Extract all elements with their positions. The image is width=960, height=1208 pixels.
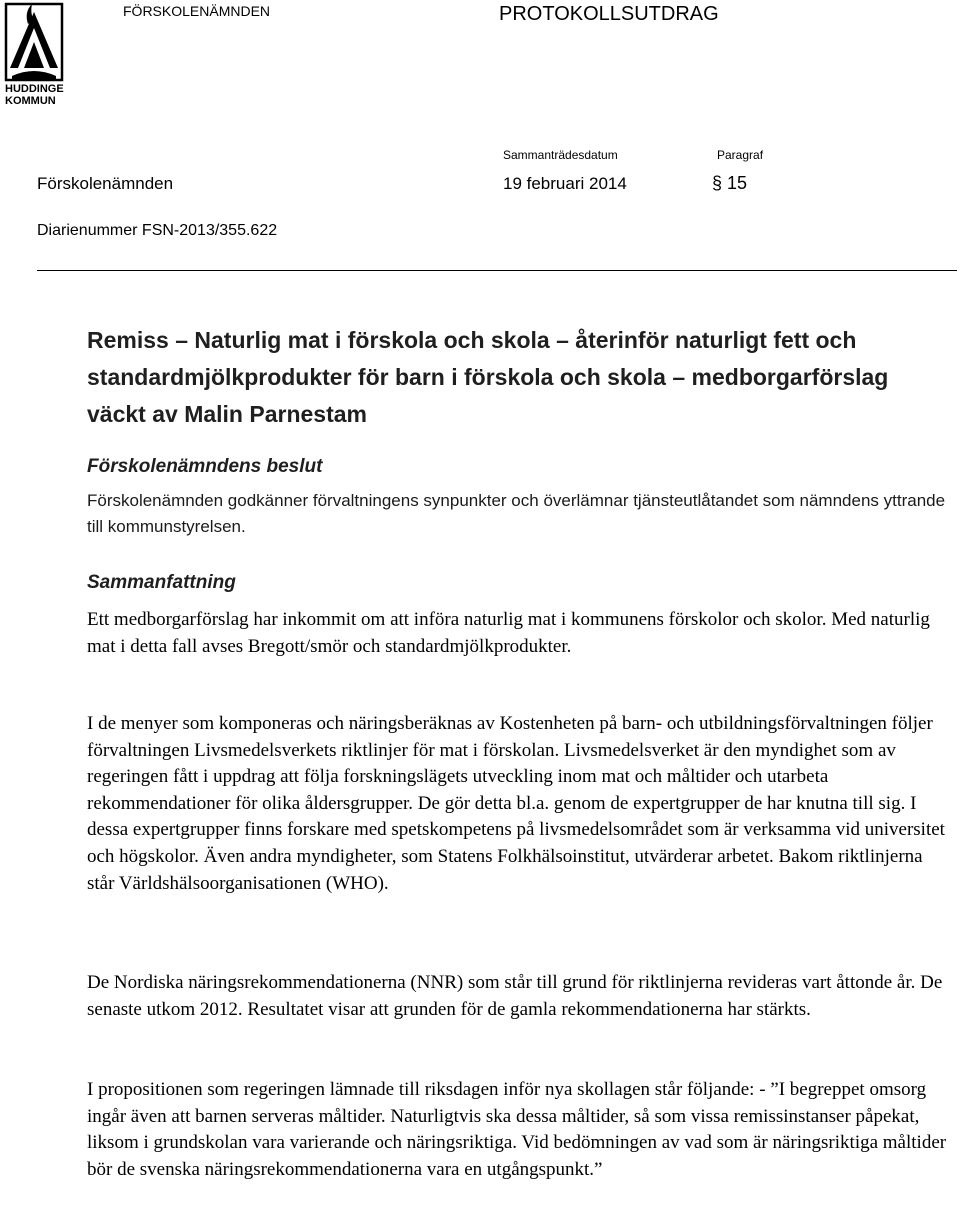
huddinge-kommun-logo [4,2,64,106]
summary-paragraph-2: I de menyer som komponeras och näringsberäknas av Kostenheten på barn- och utbildningsförvaltningen följer förvaltningen Livsmedelsverkets riktlinjer för mat i förskolan. Livsmedelsverket är den myndighet som av regeringen fått i uppdrag att följa forskningslägets utveckling inom mat och måltider och utarbeta rekommendationer för olika åldersgrupper. De gör detta bl.a. genom de expertgrupper de har knutna till sig. I dessa expertgrupper finns forskare med spetskompetens på livsmedelsområdet som är verksamma vid universitet och högskolor. Även andra myndigheter, som Statens Folkhälsoinstitut, utvärderar arbetet. Bakom riktlinjerna står Världshälsoorganisationen (WHO). [87,713,945,894]
paragraph-number: § 15 [712,173,748,193]
meeting-date: 19 februari 2014 [503,174,627,193]
header-organisation: FÖRSKOLENÄMNDEN [123,3,271,19]
paragraph-label: Paragraf [717,148,764,162]
logo-text-line1: HUDDINGE [5,83,64,95]
page-title: Remiss – Naturlig mat i förskola och skola – återinför naturligt fett och standardmjölkprodukter för barn i förskola och skola – medborgarförslag väckt av Malin Parnestam [87,327,889,427]
beslut-text: Förskolenämnden godkänner förvaltningens synpunkter och överlämnar tjänsteutlåtandet som nämndens yttrande till kommunstyrelsen. [87,491,946,536]
heading-sammanfattning: Sammanfattning [87,572,236,593]
organ-name: Förskolenämnden [37,174,174,193]
heading-beslut: Förskolenämndens beslut [87,456,323,477]
header-divider [37,270,957,271]
summary-paragraph-1: Ett medborgarförslag har inkommit om att införa naturlig mat i kommunens förskolor och skolor. Med naturlig mat i detta fall avses Bregott/smör och standardmjölkprodukter. [87,609,930,657]
document-type: PROTOKOLLSUTDRAG [499,3,719,25]
logo-text-line2: KOMMUN [5,95,56,106]
summary-paragraph-4: I propositionen som regeringen lämnade till riksdagen inför nya skollagen står följande: - ”I begreppet omsorg ingår även att barnen serveras måltider. Naturligtvis ska dessa måltider, så som vissa remissinstanser påpekat, liksom i grundskolan vara varierande och näringsriktiga. Vid bedömningen av vad som är näringsriktiga måltider bör de svenska näringsrekommendationerna vara en utgångspunkt.” [87,1079,947,1180]
date-label: Sammanträdesdatum [503,148,618,162]
diarie-number: Diarienummer FSN-2013/355.622 [37,222,278,239]
summary-paragraph-3: De Nordiska näringsrekommendationerna (NNR) som står till grund för riktlinjerna revideras vart åttonde år. De senaste utkom 2012. Resultatet visar att grunden för de gamla rekommendationerna har stärkts. [87,972,943,1020]
